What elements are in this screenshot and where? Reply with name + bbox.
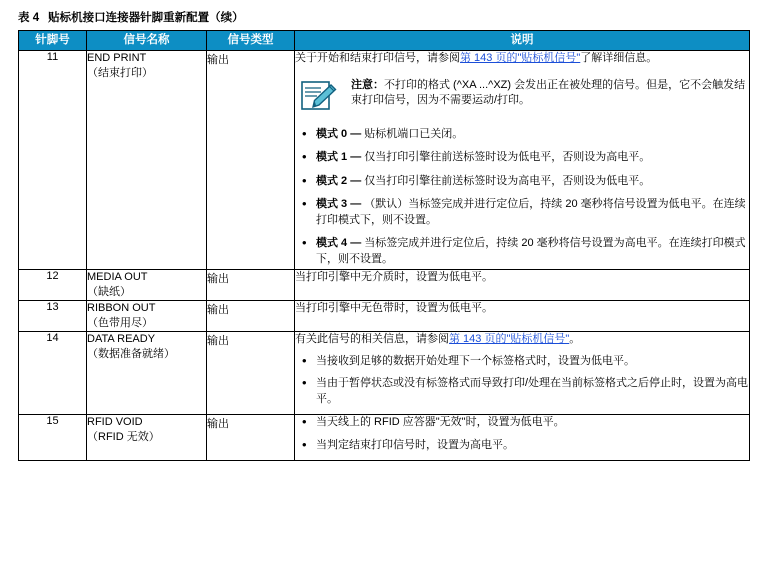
mode-text: 仅当打印引擎往前送标签时设为高电平，否则设为低电平。 xyxy=(364,174,651,187)
signal-name-en: MEDIA OUT xyxy=(87,271,148,283)
signal-name-en: RFID VOID xyxy=(87,416,143,428)
note-block xyxy=(295,78,749,118)
cell-description xyxy=(295,51,750,270)
list-item xyxy=(295,174,749,190)
signal-name-cn: （RFID 无效） xyxy=(87,431,160,443)
mode-label: 模式 3 — xyxy=(316,198,362,210)
mode-label: 模式 1 — xyxy=(316,151,362,163)
cross-reference-link[interactable]: 第 143 页的"贴标机信号" xyxy=(460,52,581,64)
list-item xyxy=(295,150,749,166)
cell-signal-name xyxy=(87,415,207,461)
signal-name-cn: （结束打印） xyxy=(87,67,153,79)
description-list xyxy=(295,415,749,453)
column-header-pin: 针脚号 xyxy=(19,31,87,51)
table-row xyxy=(19,332,750,415)
description-intro-post: 了解详细信息。 xyxy=(580,52,658,64)
column-header-signal-name: 信号名称 xyxy=(87,31,207,51)
signal-name-cn: （缺纸） xyxy=(87,286,131,298)
cell-pin: 14 xyxy=(19,332,87,415)
cell-signal-type: 输出 xyxy=(207,301,295,332)
list-item: • 当接收到足够的数据开始处理下一个标签格式时，设置为低电平。 xyxy=(295,354,749,370)
description-intro-post: 。 xyxy=(569,333,581,345)
description-list xyxy=(295,354,749,408)
table-row xyxy=(19,301,750,332)
mode-label: 模式 4 — xyxy=(316,237,362,249)
list-item xyxy=(295,236,749,267)
cell-signal-name xyxy=(87,270,207,301)
table-header-row xyxy=(19,31,750,51)
column-header-description: 说明 xyxy=(295,31,750,51)
cell-signal-type: 输出 xyxy=(207,51,295,270)
cross-reference-link[interactable]: 第 143 页的"贴标机信号" xyxy=(449,333,570,345)
signal-name-en: END PRINT xyxy=(87,52,147,64)
signal-name-cn: （色带用尽） xyxy=(87,317,153,329)
mode-text: 贴标机端口已关闭。 xyxy=(364,127,464,140)
table-row xyxy=(19,270,750,301)
description-intro-pre: 有关此信号的相关信息，请参阅 xyxy=(295,333,449,345)
cell-signal-name xyxy=(87,51,207,270)
list-item: • 当由于暂停状态或没有标签格式而导致打印/处理在当前标签格式之后停止时，设置为高电平。 xyxy=(295,376,749,407)
cell-description: 当打印引擎中无介质时，设置为低电平。 xyxy=(295,270,750,301)
list-item: • 当判定结束打印信号时，设置为高电平。 xyxy=(295,438,749,454)
table-row xyxy=(19,51,750,270)
cell-description xyxy=(295,415,750,461)
cell-description xyxy=(295,332,750,415)
signal-name-cn: （数据准备就绪） xyxy=(87,348,175,360)
cell-pin: 11 xyxy=(19,51,87,270)
table-caption-text: 贴标机接口连接器针脚重新配置（续） xyxy=(48,12,244,24)
signal-name-en: DATA READY xyxy=(87,333,156,345)
list-item xyxy=(295,197,749,228)
table-caption xyxy=(18,9,244,25)
mode-text: 仅当打印引擎往前送标签时设为低电平，否则设为高电平。 xyxy=(364,151,651,163)
table-row xyxy=(19,415,750,461)
mode-label: 模式 2 — xyxy=(316,174,362,187)
column-header-signal-type: 信号类型 xyxy=(207,31,295,51)
description-intro xyxy=(295,51,749,67)
cell-signal-type: 输出 xyxy=(207,415,295,461)
note-text xyxy=(351,78,749,109)
list-item xyxy=(295,127,749,143)
mode-text: 当标签完成并进行定位后，持续 20 毫秒将信号设置为高电平。在连续打印模式下，则不设置。 xyxy=(316,237,746,265)
cell-pin: 13 xyxy=(19,301,87,332)
note-pencil-icon xyxy=(301,79,337,113)
signal-name-en: RIBBON OUT xyxy=(87,302,156,314)
list-item: • 当天线上的 RFID 应答器"无效"时，设置为低电平。 xyxy=(295,415,749,431)
cell-pin: 12 xyxy=(19,270,87,301)
note-label: 注意： xyxy=(351,78,384,91)
cell-description: 当打印引擎中无色带时，设置为低电平。 xyxy=(295,301,750,332)
table-caption-number: 表 4 xyxy=(18,12,40,24)
description-intro xyxy=(295,332,749,348)
mode-label: 模式 0 — xyxy=(316,127,362,140)
mode-list xyxy=(295,127,749,268)
pinout-table xyxy=(18,30,750,461)
note-body: 不打印的格式 (^XA ...^XZ) 会发出正在被处理的信号。但是，它不会触发结束打印信号，因为不需要运动/打印。 xyxy=(351,78,746,106)
cell-pin: 15 xyxy=(19,415,87,461)
cell-signal-name xyxy=(87,332,207,415)
cell-signal-name xyxy=(87,301,207,332)
description-intro-pre: 关于开始和结束打印信号，请参阅 xyxy=(295,52,460,64)
mode-text: （默认）当标签完成并进行定位后，持续 20 毫秒将信号设置为低电平。在连续打印模式下，则不设置。 xyxy=(316,198,746,226)
cell-signal-type: 输出 xyxy=(207,270,295,301)
cell-signal-type: 输出 xyxy=(207,332,295,415)
